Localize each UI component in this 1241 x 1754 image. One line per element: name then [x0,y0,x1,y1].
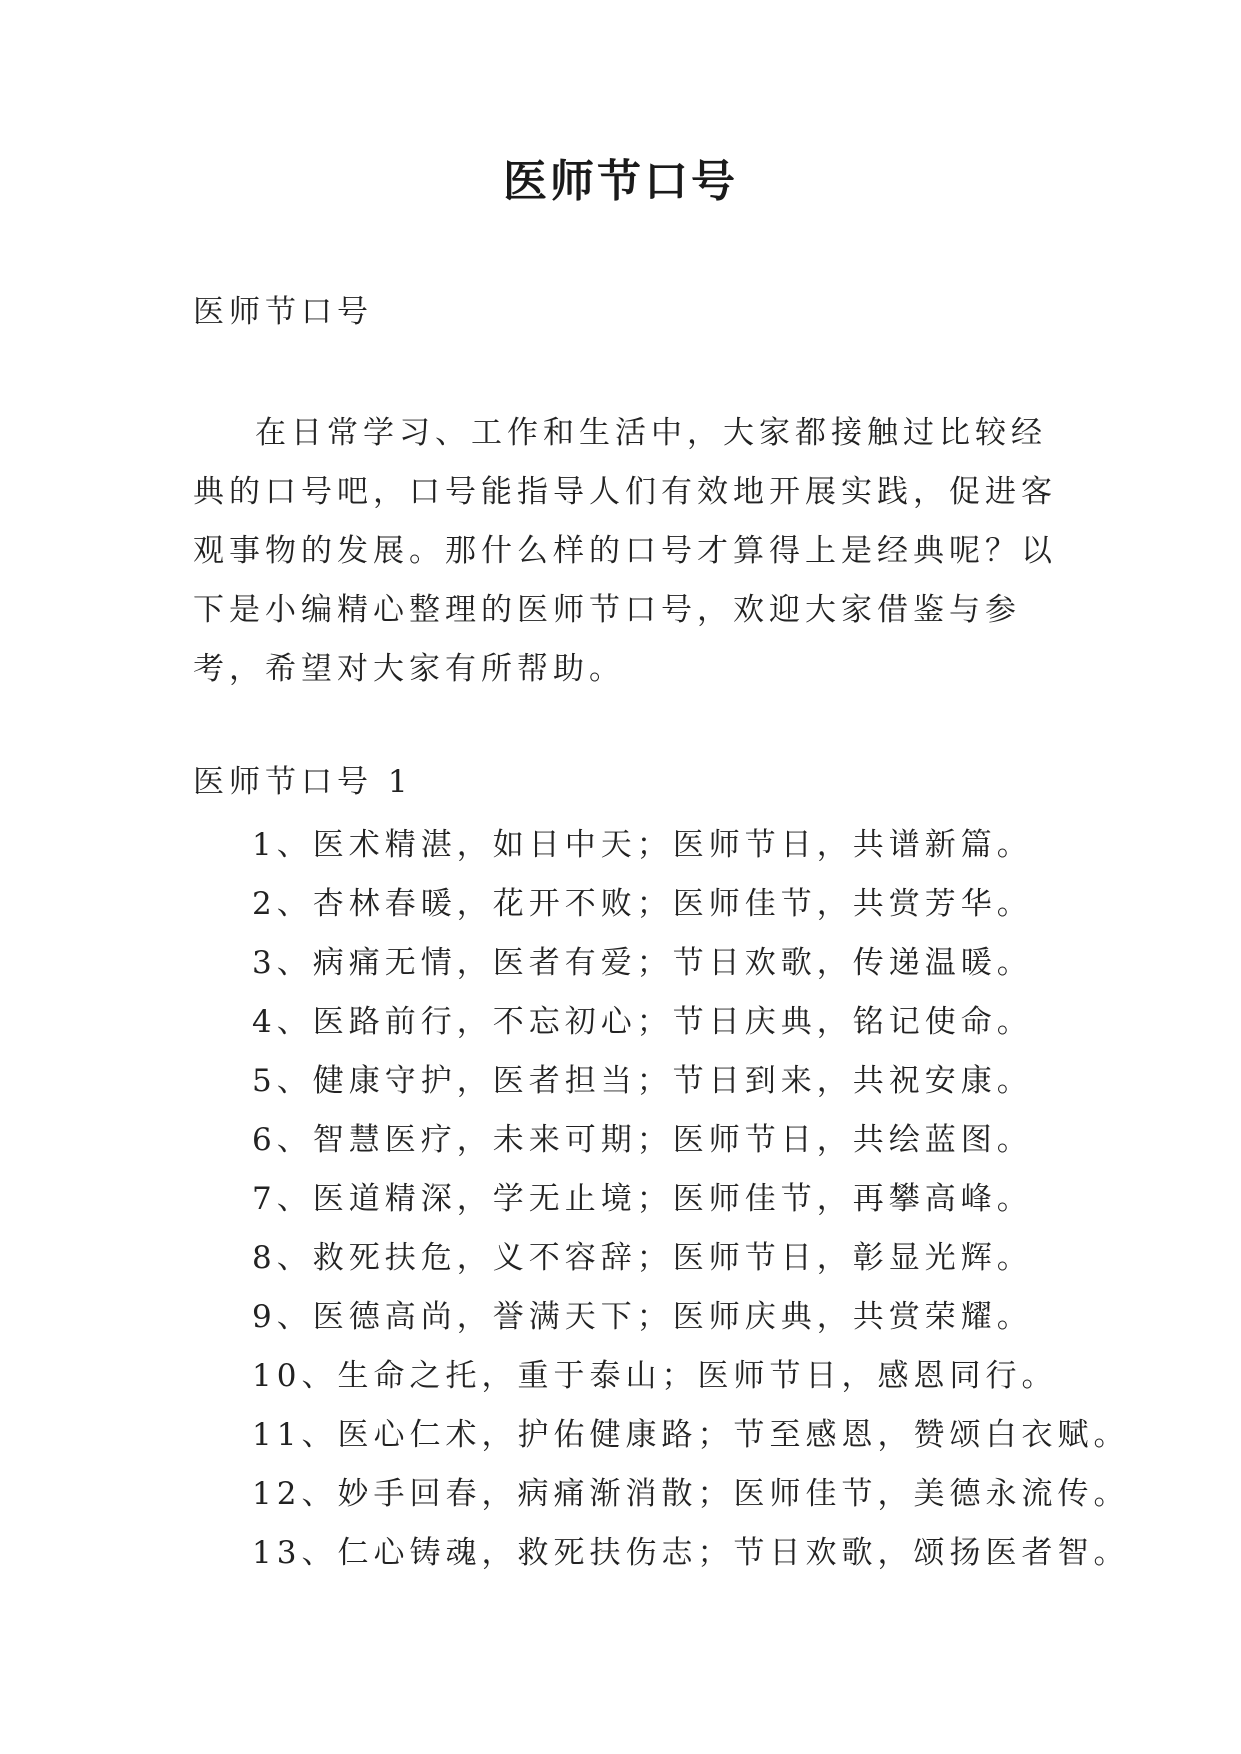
slogan-item: 11、医心仁术，护佑健康路；节至感恩，赞颂白衣赋。 [252,1417,1130,1453]
slogan-item: 1、医术精湛，如日中天；医师节日，共谱新篇。 [252,827,1033,863]
slogan-item: 12、妙手回春，病痛渐消散；医师佳节，美德永流传。 [252,1476,1130,1512]
slogan-item: 13、仁心铸魂，救死扶伤志；节日欢歌，颂扬医者智。 [252,1535,1130,1571]
slogan-item: 10、生命之托，重于泰山；医师节日，感恩同行。 [252,1358,1058,1394]
slogan-item: 4、医路前行，不忘初心；节日庆典，铭记使命。 [252,1004,1033,1040]
slogan-item: 5、健康守护，医者担当；节日到来，共祝安康。 [252,1063,1033,1099]
slogan-item: 9、医德高尚，誉满天下；医师庆典，共赏荣耀。 [252,1299,1033,1335]
document-subtitle: 医师节口号 [193,294,373,330]
slogan-list [252,816,1212,1583]
document-title: 医师节口号 [503,156,738,207]
slogan-item: 3、病痛无情，医者有爱；节日欢歌，传递温暖。 [252,945,1033,981]
section-heading: 医师节口号 1 [193,764,413,800]
slogan-item: 2、杏林春暖，花开不败；医师佳节，共赏芳华。 [252,886,1033,922]
intro-paragraph: 在日常学习、工作和生活中，大家都接触过比较经典的口号吧，口号能指导人们有效地开展实践，促进客观事物的发展。那什么样的口号才算得上是经典呢？以下是小编精心整理的医师节口号，欢迎大家借鉴与参考，希望对大家有所帮助。 [193,415,1057,687]
slogan-item: 6、智慧医疗，未来可期；医师节日，共绘蓝图。 [252,1122,1033,1158]
slogan-item: 7、医道精深，学无止境；医师佳节，再攀高峰。 [252,1181,1033,1217]
slogan-item: 8、救死扶危，义不容辞；医师节日，彰显光辉。 [252,1240,1033,1276]
